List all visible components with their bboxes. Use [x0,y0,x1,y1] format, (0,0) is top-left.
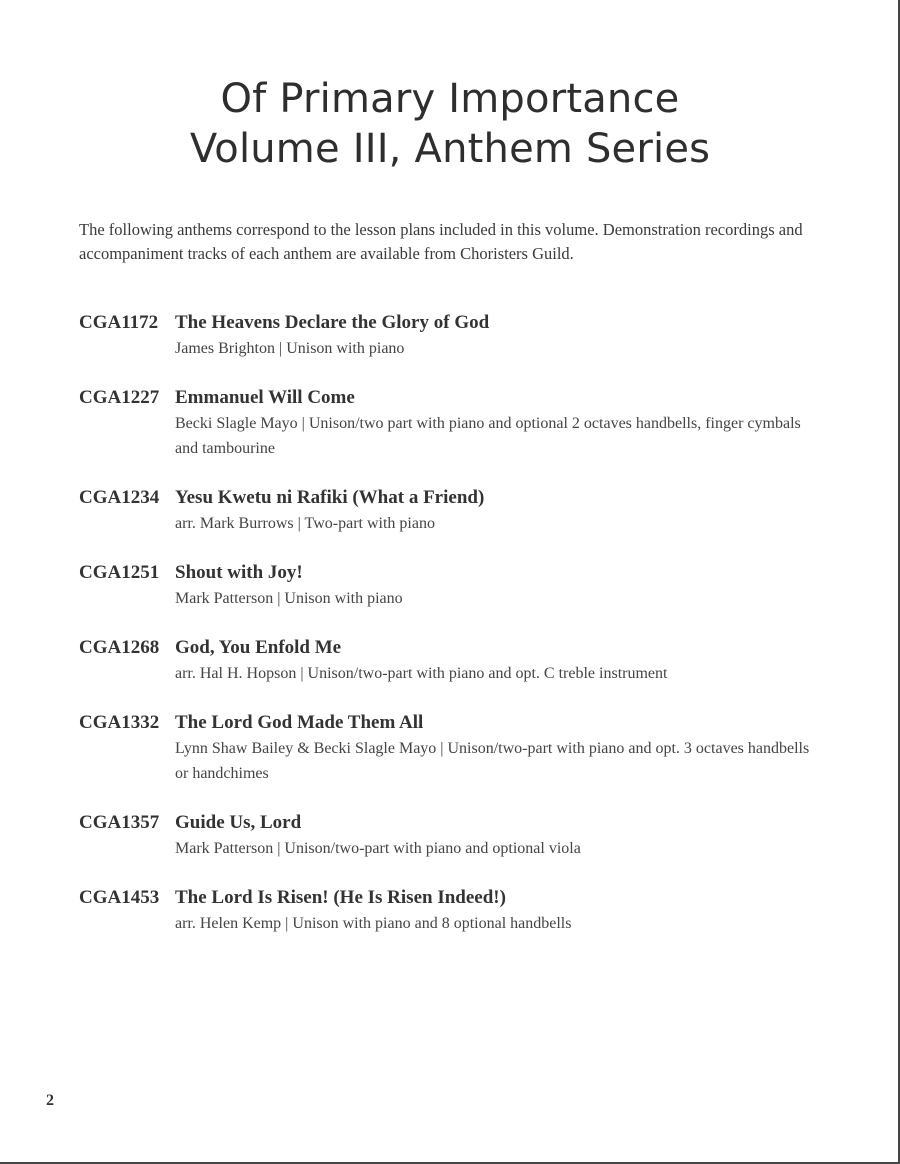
anthem-entry [79,310,839,385]
anthem-details: Mark Patterson | Unison with piano [175,590,403,607]
anthem-code: CGA1357 [79,812,160,833]
anthem-entry [79,885,839,960]
anthem-details: arr. Mark Burrows | Two-part with piano [175,515,435,532]
anthem-entry [79,635,839,710]
anthem-code: CGA1453 [79,887,160,908]
anthem-code: CGA1332 [79,712,160,733]
anthem-details: arr. Helen Kemp | Unison with piano and 8 optional handbells [175,915,572,932]
anthem-code: CGA1172 [79,312,159,333]
anthem-title: Guide Us, Lord [175,812,302,833]
anthem-details: Mark Patterson | Unison/two-part with piano and optional viola [175,840,581,857]
anthem-title: Yesu Kwetu ni Rafiki (What a Friend) [175,487,485,508]
title-line-2: Volume III, Anthem Series [189,126,711,172]
anthem-title: The Lord Is Risen! (He Is Risen Indeed!) [175,887,506,908]
anthem-code: CGA1234 [79,487,160,508]
page-title [0,74,900,174]
page-number: 2 [46,1092,54,1109]
anthem-code: CGA1268 [79,637,160,658]
anthem-title: The Lord God Made Them All [175,712,424,733]
anthem-details: arr. Hal H. Hopson | Unison/two-part with piano and opt. C treble instrument [175,665,668,682]
anthem-title: Emmanuel Will Come [175,387,355,408]
anthem-code: CGA1227 [79,387,160,408]
anthem-details: Lynn Shaw Bailey & Becki Slagle Mayo | Unison/two-part with piano and opt. 3 octaves handbells or handchimes [175,740,810,782]
anthem-details: Becki Slagle Mayo | Unison/two part with piano and optional 2 octaves handbells, finger cymbals and tambourine [175,415,801,457]
anthem-entry [79,385,839,485]
anthem-title: The Heavens Declare the Glory of God [175,312,490,333]
anthem-details: James Brighton | Unison with piano [175,340,405,357]
anthem-entry [79,810,839,885]
anthem-code: CGA1251 [79,562,160,583]
anthem-title: Shout with Joy! [175,562,303,583]
anthem-entry [79,710,839,810]
anthem-title: God, You Enfold Me [175,637,342,658]
intro-paragraph: The following anthems correspond to the lesson plans included in this volume. Demonstration recordings and accompaniment tracks of each anthem are available from Choristers Guild. [79,220,803,263]
anthem-entry [79,560,839,635]
anthem-entry [79,485,839,560]
anthem-list [79,310,839,960]
title-line-1: Of Primary Importance [220,76,680,122]
